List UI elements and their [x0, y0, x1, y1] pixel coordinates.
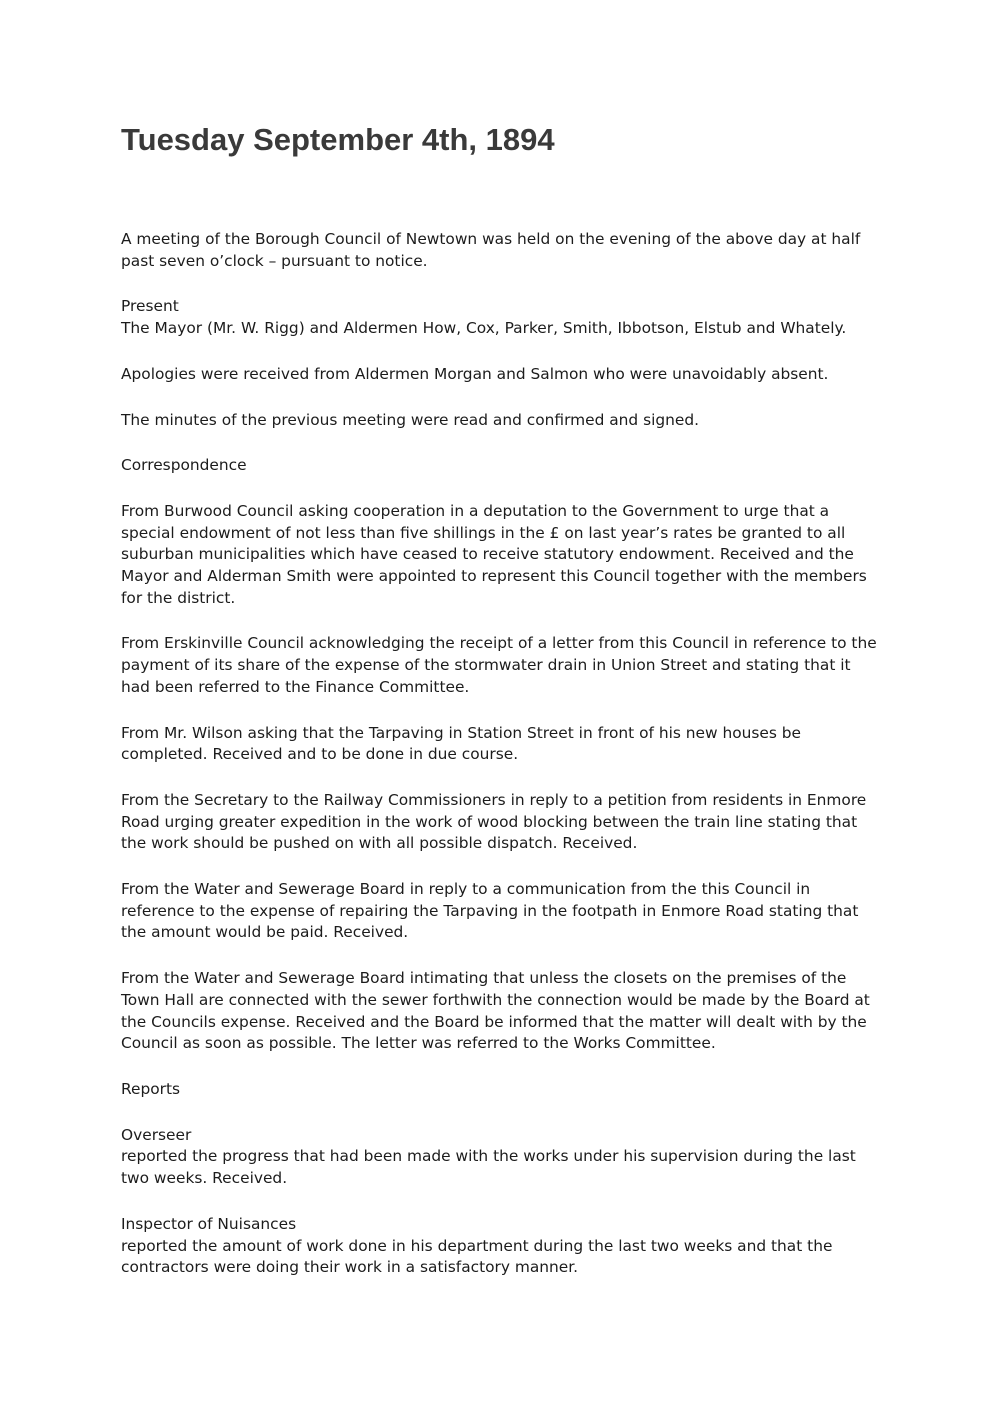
correspondence-item: From the Secretary to the Railway Commissioners in reply to a petition from residents in Enmore Road urging greater expedition in the work of wood blocking between the train line stating that the work should be pushed on with all possible dispatch. Received.	[121, 790, 867, 853]
present-text: The Mayor (Mr. W. Rigg) and Aldermen How, Cox, Parker, Smith, Ibbotson, Elstub and Whately.	[121, 319, 847, 338]
present-heading: Present	[121, 297, 179, 316]
report-heading: Overseer	[121, 1125, 192, 1144]
apologies-paragraph: Apologies were received from Aldermen Morgan and Salmon who were unavoidably absent.	[121, 364, 829, 383]
page-title: Tuesday September 4th, 1894	[121, 122, 555, 157]
correspondence-item: From Burwood Council asking cooperation in a deputation to the Government to urge that a special endowment of not less than five shillings in the £ on last year’s rates be granted to all suburban municipalities which have ceased to receive statutory endowment. Received and the Mayor and Alderman Smith were appointed to represent this Council together with the members for the district.	[121, 501, 867, 607]
report-text: reported the amount of work done in his department during the last two weeks and that the contractors were doing their work in a satisfactory manner.	[121, 1236, 833, 1277]
correspondence-item: From Erskinville Council acknowledging the receipt of a letter from this Council in reference to the payment of its share of the expense of the stormwater drain in Union Street and stating that it had been referred to the Finance Committee.	[121, 634, 877, 696]
report-text: reported the progress that had been made with the works under his supervision during the last two weeks. Received.	[121, 1147, 856, 1188]
minutes-paragraph: The minutes of the previous meeting were read and confirmed and signed.	[121, 410, 700, 429]
reports-heading: Reports	[121, 1079, 181, 1098]
correspondence-heading: Correspondence	[121, 456, 247, 475]
intro-paragraph: A meeting of the Borough Council of Newtown was held on the evening of the above day at half past seven o’clock – pursuant to notice.	[121, 230, 861, 270]
correspondence-item: From the Water and Sewerage Board intimating that unless the closets on the premises of the Town Hall are connected with the sewer forthwith the connection would be made by the Board at the Councils expense. Received and the Board be informed that the matter will dealt with by the Council as soon as possible. The letter was referred to the Works Committee.	[121, 969, 870, 1053]
correspondence-item: From the Water and Sewerage Board in reply to a communication from the this Council in reference to the expense of repairing the Tarpaving in the footpath in Enmore Road stating that the amount would be paid. Received.	[121, 880, 859, 942]
report-heading: Inspector of Nuisances	[121, 1214, 297, 1233]
correspondence-item: From Mr. Wilson asking that the Tarpaving in Station Street in front of his new houses be completed. Received and to be done in due course.	[121, 723, 802, 764]
document-body	[121, 229, 881, 1303]
present-section	[121, 296, 881, 339]
report-section	[121, 1214, 881, 1279]
report-section	[121, 1125, 881, 1190]
